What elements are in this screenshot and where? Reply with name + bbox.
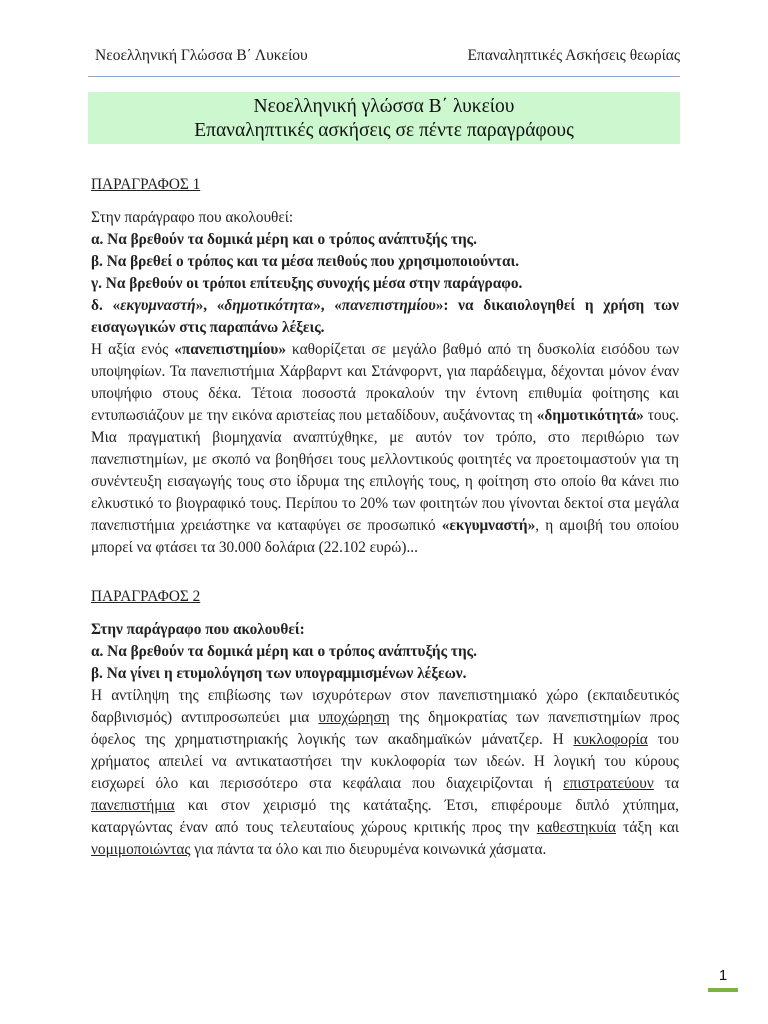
underlined-word: κυκλοφορία — [573, 731, 648, 748]
underlined-word: πανεπιστήμια — [91, 797, 175, 814]
page-number-accent — [708, 988, 738, 992]
header-divider — [88, 76, 680, 77]
section-heading: ΠΑΡΑΓΡΑΦΟΣ 2 — [91, 588, 201, 605]
underlined-word: νομιμοποιώντας — [91, 841, 191, 858]
page-number: 1 — [718, 967, 728, 984]
header-section-title: Επαναληπτικές Ασκήσεις θεωρίας — [467, 47, 680, 64]
page-header — [88, 44, 680, 68]
instructions-intro: Στην παράγραφο που ακολουθεί: — [91, 209, 294, 226]
instructions-intro: Στην παράγραφο που ακολουθεί: — [91, 621, 305, 638]
section-paragraph-1 — [91, 174, 679, 559]
keyword: «δημοτικότητά» — [536, 407, 644, 424]
section-paragraph-2 — [91, 586, 679, 861]
underlined-word: επιστρατεύουν — [563, 775, 654, 792]
underlined-word: καθεστηκυία — [536, 819, 616, 836]
section-heading: ΠΑΡΑΓΡΑΦΟΣ 1 — [91, 176, 201, 193]
exercise-text: Η αντίληψη της επιβίωσης των ισχυρότερων στον πανεπιστημιακό χώρο (εκπαιδευτικός δαρβινισμός) αντιπροσωπεύει μια υποχώρηση της δημοκρατίας των πανεπιστημίων προς όφελος της χρηματιστηριακής λογικής των ακαδημαϊκών μάνατζερ. Η κυκλοφορία του χρήματος απειλεί να αντικαταστήσει την κυκλοφορία των ιδεών. Η λογική του κύρους εισχωρεί όλο και περισσότερο στα κεφάλαια που διαχειρίζονται ή επιστρατεύουν τα πανεπιστήμια και στον χειρισμό της κατάταξης. Έτσι, επιφέρουμε διπλό χτύπημα, καταργώντας έναν από τους τελευταίους χώρους κριτικής προς την καθεστηκυία τάξη και νομιμοποιώντας για πάντα τα όλο και πιο διευρυμένα κοινωνικά χάσματα. — [91, 687, 679, 858]
question-b: β. Να βρεθεί ο τρόπος και τα μέσα πειθούς που χρησιμοποιούνται. — [91, 253, 520, 270]
keyword: «πανεπιστημίου» — [174, 341, 286, 358]
underlined-word: υποχώρηση — [318, 709, 390, 726]
exercise-instructions — [91, 619, 679, 685]
exercise-text: Η αξία ενός «πανεπιστημίου» καθορίζεται σε μεγάλο βαθμό από τη δυσκολία εισόδου των υποψηφίων. Τα πανεπιστήμια Χάρβαρντ και Στάνφορντ, για παράδειγμα, δέχονται μόνον έναν υποψήφιο στους δέκα. Τέτοια ποσοστά προκαλούν την έντονη επιθυμία φοίτησης και εντυπωσιάζουν με την εικόνα αριστείας που μεταδίδουν, αυξάνοντας τη «δημοτικότητά» τους. Μια πραγματική βιομηχανία αναπτύχθηκε, με αυτόν τον τρόπο, στο περιθώριο των πανεπιστημίων, με σκοπό να βοηθήσει τους μελλοντικούς φοιτητές να προετοιμαστούν για τη συνέντευξη εισαγωγής τους στο ίδρυμα της επιλογής τους, η φοίτηση στο οποίο θα κάνει πιο ελκυστικό το βιογραφικό τους. Περίπου το 20% των φοιτητών που γίνονται δεκτοί στα μεγάλα πανεπιστήμια χρειάστηκε να καταφύγει σε προσωπικό «εκγυμναστή», η αμοιβή του οποίου μπορεί να φτάσει τα 30.000 δολάρια (22.102 ευρώ)... — [91, 341, 679, 556]
quoted-word: πανεπιστημίου — [341, 297, 436, 314]
document-body — [91, 174, 679, 861]
question-b: β. Να γίνει η ετυμολόγηση των υπογραμμισμένων λέξεων. — [91, 665, 467, 682]
exercise-instructions — [91, 207, 679, 339]
question-c: γ. Να βρεθούν οι τρόποι επίτευξης συνοχής μέσα στην παράγραφο. — [91, 275, 523, 292]
question-a: α. Να βρεθούν τα δομικά μέρη και ο τρόπος ανάπτυξής της. — [91, 231, 477, 248]
quoted-word: δημοτικότητα — [224, 297, 314, 314]
title-box — [88, 92, 680, 144]
question-d: δ. «εκγυμναστή», «δημοτικότητα», «πανεπιστημίου»: να δικαιολογηθεί η χρήση των εισαγωγικών στις παραπάνω λέξεις. — [91, 297, 679, 336]
document-subtitle: Επαναληπτικές ασκήσεις σε πέντε παραγράφους — [194, 120, 574, 141]
keyword: «εκγυμναστή» — [441, 517, 536, 534]
question-a: α. Να βρεθούν τα δομικά μέρη και ο τρόπος ανάπτυξής της. — [91, 643, 477, 660]
quoted-word: εκγυμναστή — [120, 297, 196, 314]
header-course-title: Νεοελληνική Γλώσσα Β΄ Λυκείου — [95, 47, 308, 64]
document-title: Νεοελληνική γλώσσα Β΄ λυκείου — [253, 96, 515, 117]
